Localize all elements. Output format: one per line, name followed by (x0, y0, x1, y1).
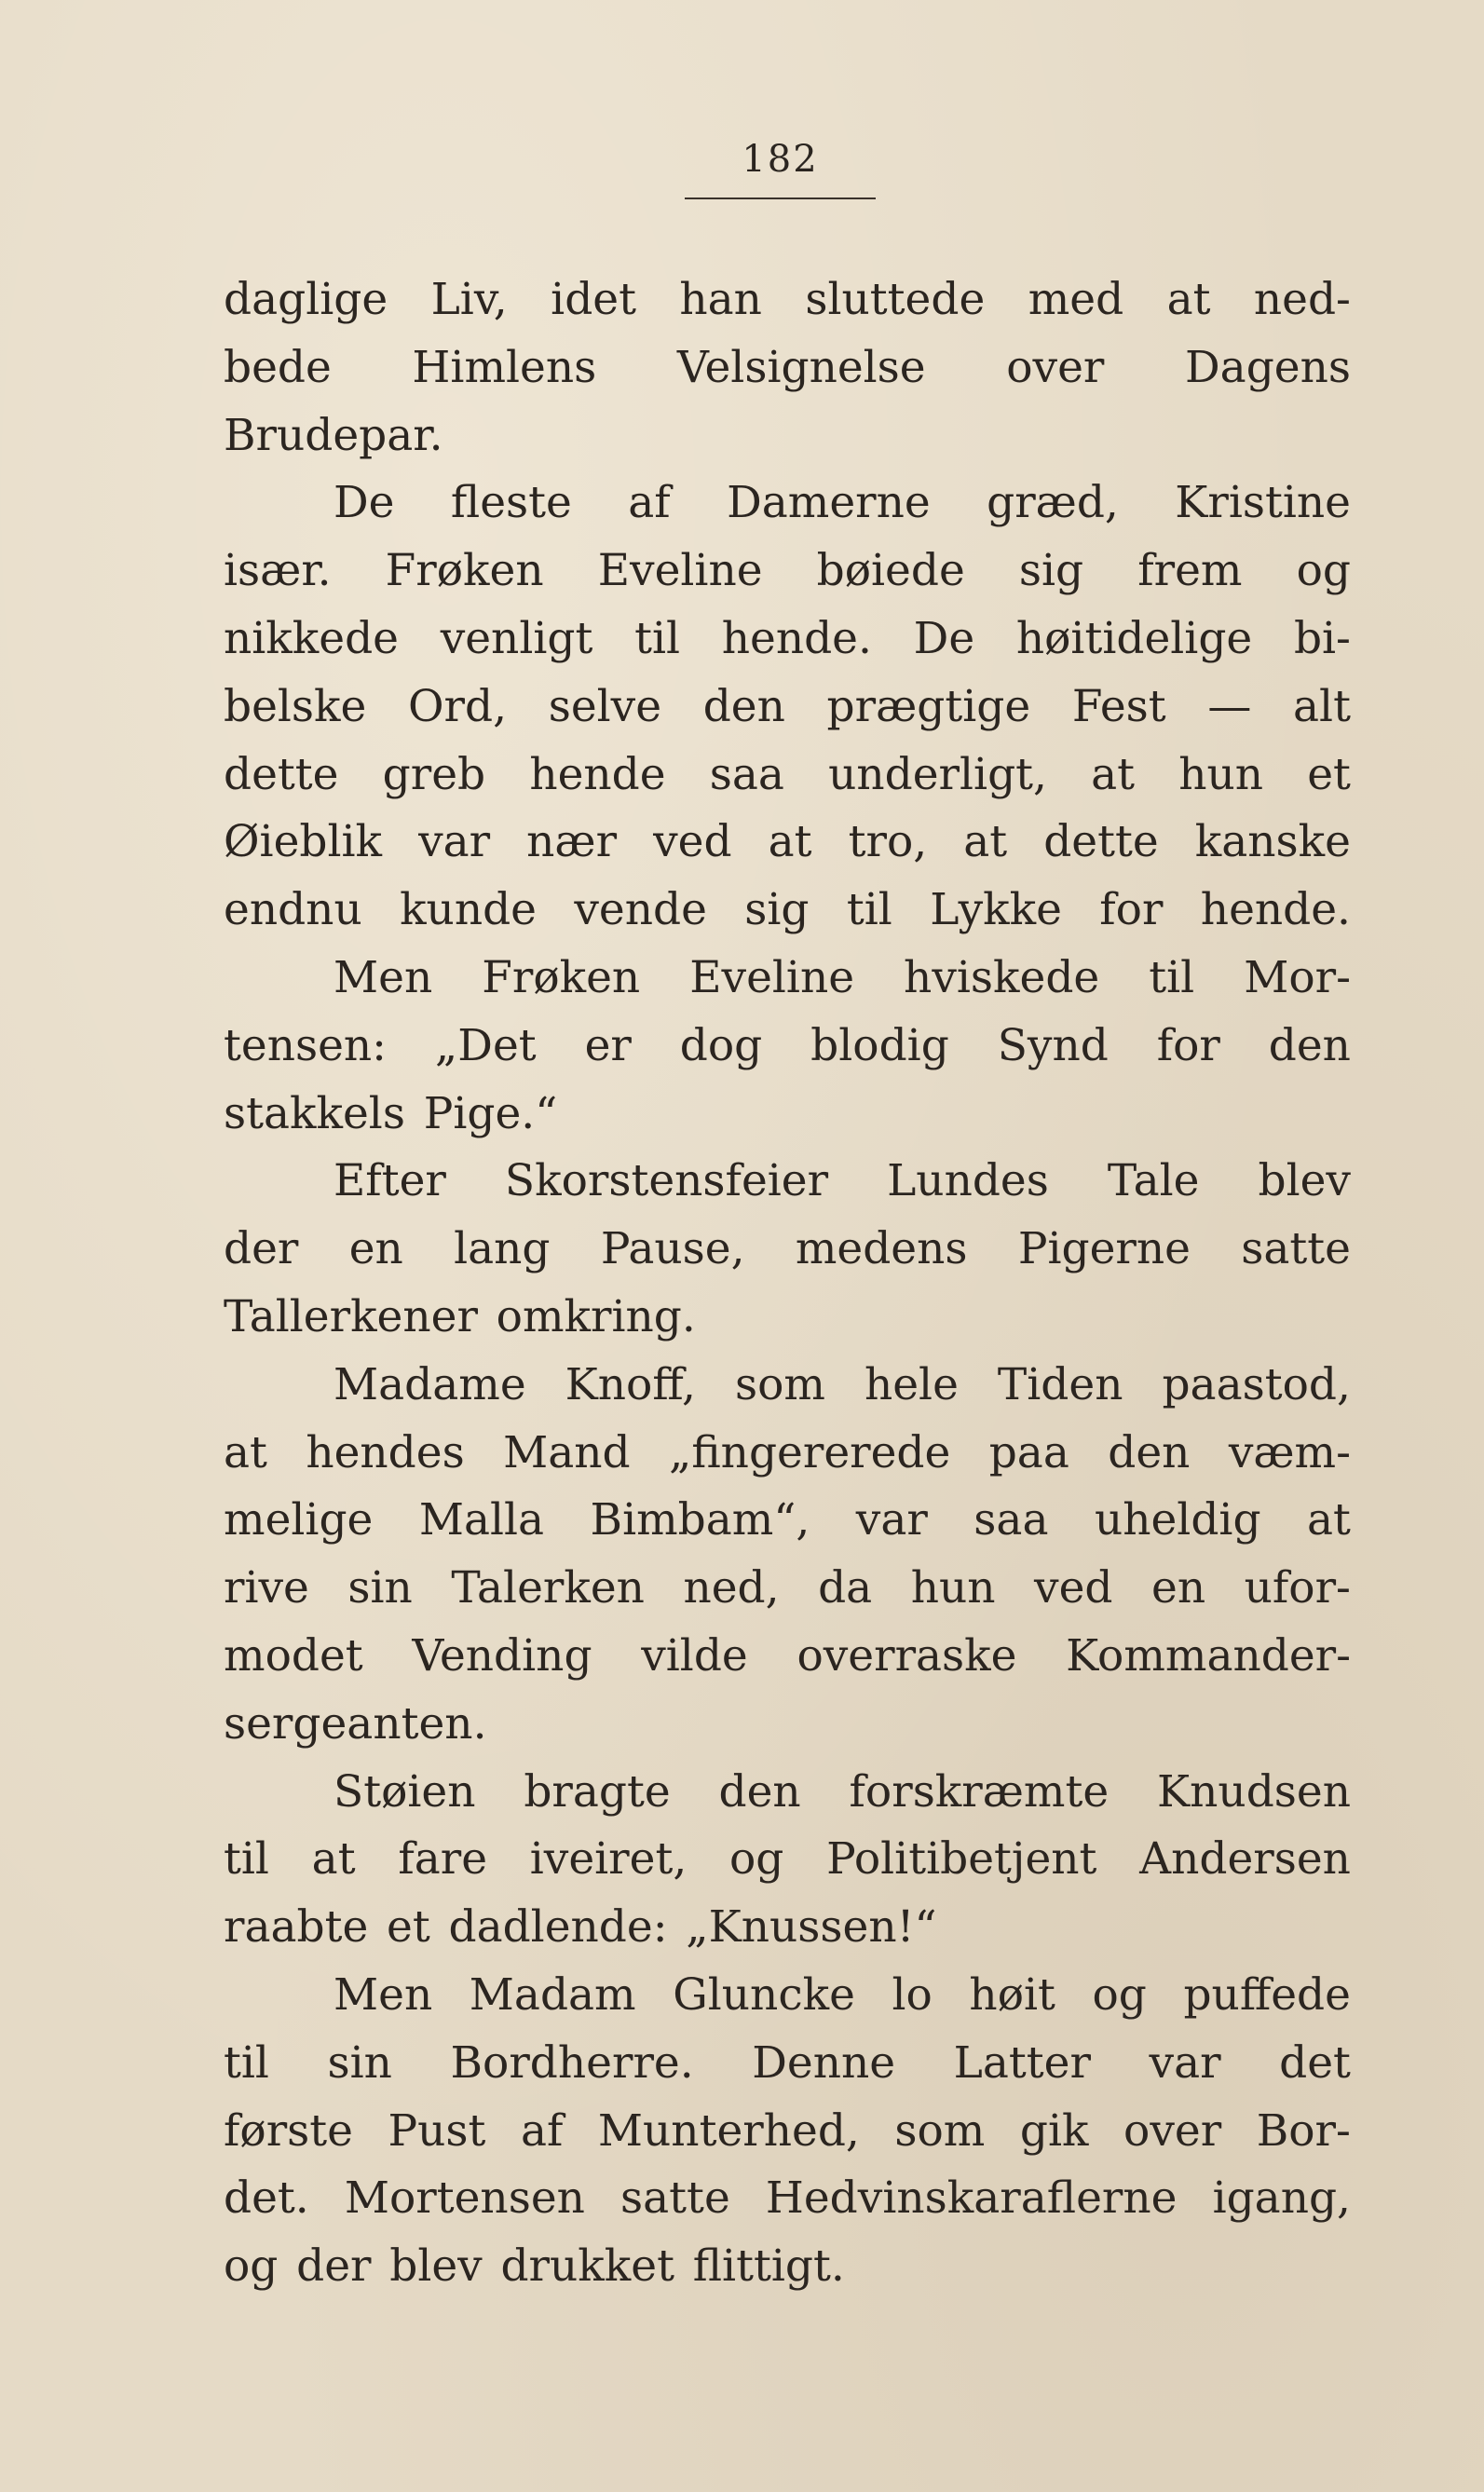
word: ved (1034, 1562, 1113, 1614)
word: Knudsen (1157, 1765, 1351, 1818)
word: dette (1043, 816, 1159, 868)
word: især. (224, 545, 332, 597)
word: endnu (224, 884, 362, 936)
word: ufor- (1244, 1562, 1351, 1614)
word: er (584, 1019, 632, 1071)
word: blev (1258, 1155, 1351, 1207)
text-line (224, 2233, 1351, 2301)
word: der (224, 1223, 299, 1275)
word: det. (224, 2172, 309, 2225)
text-line (224, 2165, 1351, 2233)
text-line (224, 809, 1351, 877)
word: underligt, (828, 748, 1047, 800)
word: tensen: (224, 1019, 388, 1071)
word: De (913, 612, 975, 664)
word: vende (574, 884, 707, 936)
word: „Knussen!“ (686, 1901, 937, 1954)
word: Øieblik (224, 816, 383, 868)
text-line (224, 334, 1351, 402)
word: bi- (1293, 612, 1351, 664)
word: rive (224, 1562, 309, 1614)
word: af (628, 477, 671, 529)
word: satte (620, 2172, 730, 2225)
word: Tiden (997, 1358, 1123, 1410)
word: frem (1137, 545, 1243, 597)
word: hviskede (904, 951, 1100, 1003)
word: Pige.“ (423, 1087, 558, 1139)
text-line (224, 538, 1351, 606)
word: Men (334, 1968, 433, 2021)
word: var (855, 1494, 928, 1546)
word: at (1166, 274, 1211, 325)
word: ned, (683, 1562, 780, 1614)
text-line (224, 1691, 1351, 1759)
word: Kristine (1175, 477, 1351, 529)
word: en (348, 1223, 403, 1275)
word: De (334, 477, 395, 529)
word: ved (653, 816, 732, 868)
word: hende. (1200, 884, 1351, 936)
word: der (296, 2240, 372, 2293)
word: og (1296, 545, 1351, 597)
word: modet (224, 1629, 363, 1682)
word: Ord, (408, 680, 508, 732)
word: til (224, 1833, 269, 1886)
word: som (734, 1358, 825, 1410)
word: — (1207, 680, 1252, 732)
word: Velsignelse (676, 341, 926, 393)
word: til (634, 612, 681, 664)
word: han (679, 274, 762, 325)
word: ned- (1253, 274, 1351, 325)
word: og (224, 2240, 279, 2293)
text-line (224, 402, 1351, 470)
word: Knoff, (565, 1358, 696, 1410)
word: Tale (1107, 1155, 1200, 1207)
word: saa (709, 748, 784, 800)
word: over (1123, 2104, 1222, 2157)
word: kunde (400, 884, 537, 936)
word: Madame (334, 1358, 526, 1410)
word: det (1279, 2036, 1351, 2089)
word: melige (224, 1494, 374, 1546)
word: puffede (1183, 1968, 1351, 2021)
word: sin (327, 2036, 392, 2089)
word: omkring. (496, 1290, 696, 1342)
word: af (520, 2104, 564, 2157)
text-line (224, 1759, 1351, 1827)
word: bøiede (816, 545, 965, 597)
word: med (1028, 274, 1124, 325)
word: medens (795, 1223, 968, 1275)
word: Pause, (600, 1223, 745, 1275)
text-line (224, 1013, 1351, 1081)
word: nær (526, 816, 618, 868)
text-line (224, 1894, 1351, 1962)
text-line (224, 1352, 1351, 1420)
word: Frøken (385, 545, 544, 597)
word: over (1006, 341, 1105, 393)
word: Eveline (597, 545, 763, 597)
word: Mortensen (344, 2172, 585, 2225)
word: første (224, 2104, 353, 2157)
word: hele (864, 1358, 959, 1410)
word: blodig (810, 1019, 949, 1071)
word: daglige (224, 274, 388, 325)
text-line (224, 1216, 1351, 1284)
word: den (718, 1765, 801, 1818)
text-line (224, 1826, 1351, 1894)
word: blev (389, 2240, 483, 2293)
word: lo (892, 1968, 933, 2021)
word: sergeanten. (224, 1697, 487, 1750)
word: Eveline (689, 951, 855, 1003)
word: belske (224, 680, 367, 732)
body-text (224, 266, 1351, 2301)
page-number-rule (685, 197, 876, 199)
word: Dagens (1184, 341, 1351, 393)
word: som (894, 2104, 986, 2157)
word: stakkels (224, 1087, 405, 1139)
text-line (224, 1623, 1351, 1691)
word: Bordherre. (450, 2036, 694, 2089)
word: til (846, 884, 892, 936)
word: sluttede (805, 274, 986, 325)
word: raabte (224, 1901, 369, 1954)
text-line (224, 1148, 1351, 1216)
text-line (224, 470, 1351, 538)
word: Latter (953, 2036, 1091, 2089)
word: Liv, (430, 274, 508, 325)
word: „Det (434, 1019, 537, 1071)
word: at (1091, 748, 1136, 800)
word: paa (988, 1426, 1069, 1478)
word: at (963, 816, 1008, 868)
word: Mand (503, 1426, 631, 1478)
word: alt (1293, 680, 1351, 732)
word: hun (910, 1562, 996, 1614)
word: Gluncke (673, 1968, 855, 2021)
page-number: 182 (742, 138, 819, 181)
word: Andersen (1139, 1833, 1351, 1886)
word: forskræmte (849, 1765, 1110, 1818)
word: og (729, 1833, 784, 1886)
word: Damerne (727, 477, 931, 529)
word: en (1151, 1562, 1206, 1614)
word: Himlens (412, 341, 597, 393)
text-line (224, 266, 1351, 334)
word: Men (334, 951, 433, 1003)
word: Vending (412, 1629, 592, 1682)
word: Bor- (1256, 2104, 1351, 2157)
text-line (224, 1081, 1351, 1149)
word: til (224, 2036, 269, 2089)
word: Madam (469, 1968, 636, 2021)
word: hende. (721, 612, 872, 664)
text-line (224, 2098, 1351, 2166)
word: den (1108, 1426, 1191, 1478)
word: at (1307, 1494, 1351, 1546)
word: for (1099, 884, 1164, 936)
word: græd, (987, 477, 1119, 529)
word: var (418, 816, 491, 868)
word: uheldig (1094, 1494, 1261, 1546)
word: greb (382, 748, 486, 800)
word: fleste (450, 477, 572, 529)
word: Pigerne (1017, 1223, 1191, 1275)
word: drukket (500, 2240, 674, 2293)
word: for (1156, 1019, 1220, 1071)
word: hende (529, 748, 666, 800)
word: idet (551, 274, 636, 325)
word: overraske (796, 1629, 1017, 1682)
word: sin (347, 1562, 413, 1614)
word: gik (1019, 2104, 1089, 2157)
word: kanske (1194, 816, 1351, 868)
word: igang, (1212, 2172, 1351, 2225)
word: iveiret, (529, 1833, 688, 1886)
word: sig (1018, 545, 1084, 597)
word: selve (548, 680, 662, 732)
word: vilde (641, 1629, 748, 1682)
word: Bimbam“, (590, 1494, 810, 1546)
word: den (1268, 1019, 1351, 1071)
word: da (818, 1562, 873, 1614)
word: at (224, 1426, 267, 1478)
word: til (1149, 951, 1195, 1003)
word: Mor- (1244, 951, 1351, 1003)
text-line (224, 1555, 1351, 1623)
word: dette (224, 748, 339, 800)
text-line (224, 2030, 1351, 2098)
word: Tallerkener (224, 1290, 478, 1342)
word: Kommander- (1066, 1629, 1351, 1682)
word: Politibetjent (826, 1833, 1097, 1886)
text-line (224, 945, 1351, 1013)
text-line (224, 1962, 1351, 2030)
word: saa (973, 1494, 1049, 1546)
word: Skorstensfeier (504, 1155, 829, 1207)
word: nikkede (224, 612, 399, 664)
word: væm- (1228, 1426, 1351, 1478)
word: høitidelige (1015, 612, 1253, 664)
word: bede (224, 341, 332, 393)
text-line (224, 674, 1351, 742)
word: høit (969, 1968, 1055, 2021)
word: at (311, 1833, 356, 1886)
word: tro, (848, 816, 928, 868)
word: Efter (334, 1155, 446, 1207)
word: lang (454, 1223, 551, 1275)
word: prægtige (826, 680, 1031, 732)
text-line (224, 1487, 1351, 1555)
word: paastod, (1162, 1358, 1351, 1410)
word: „fingererede (668, 1426, 951, 1478)
word: dog (679, 1019, 763, 1071)
word: den (702, 680, 785, 732)
word: et (1307, 748, 1351, 800)
word: satte (1241, 1223, 1351, 1275)
word: Fest (1071, 680, 1166, 732)
word: og (1092, 1968, 1147, 2021)
word: Denne (752, 2036, 896, 2089)
word: hendes (306, 1426, 465, 1478)
word: sig (744, 884, 810, 936)
word: venligt (440, 612, 593, 664)
word: Brudepar. (224, 409, 443, 461)
word: Pust (388, 2104, 486, 2157)
word: Malla (418, 1494, 545, 1546)
word: et (387, 1901, 430, 1954)
word: at (768, 816, 812, 868)
text-line (224, 606, 1351, 674)
word: Lundes (887, 1155, 1049, 1207)
text-line (224, 742, 1351, 810)
word: Støien (334, 1765, 476, 1818)
word: Munterhed, (597, 2104, 860, 2157)
word: flittigt. (692, 2240, 845, 2293)
word: fare (398, 1833, 488, 1886)
word: bragte (524, 1765, 671, 1818)
word: dadlende: (448, 1901, 668, 1954)
word: Lykke (930, 884, 1062, 936)
word: Talerken (451, 1562, 645, 1614)
word: Frøken (482, 951, 641, 1003)
text-line (224, 1420, 1351, 1488)
word: hun (1178, 748, 1264, 800)
text-line (224, 877, 1351, 945)
word: var (1149, 2036, 1221, 2089)
word: Synd (997, 1019, 1109, 1071)
word: Hedvinskaraflerne (765, 2172, 1178, 2225)
text-line (224, 1284, 1351, 1352)
